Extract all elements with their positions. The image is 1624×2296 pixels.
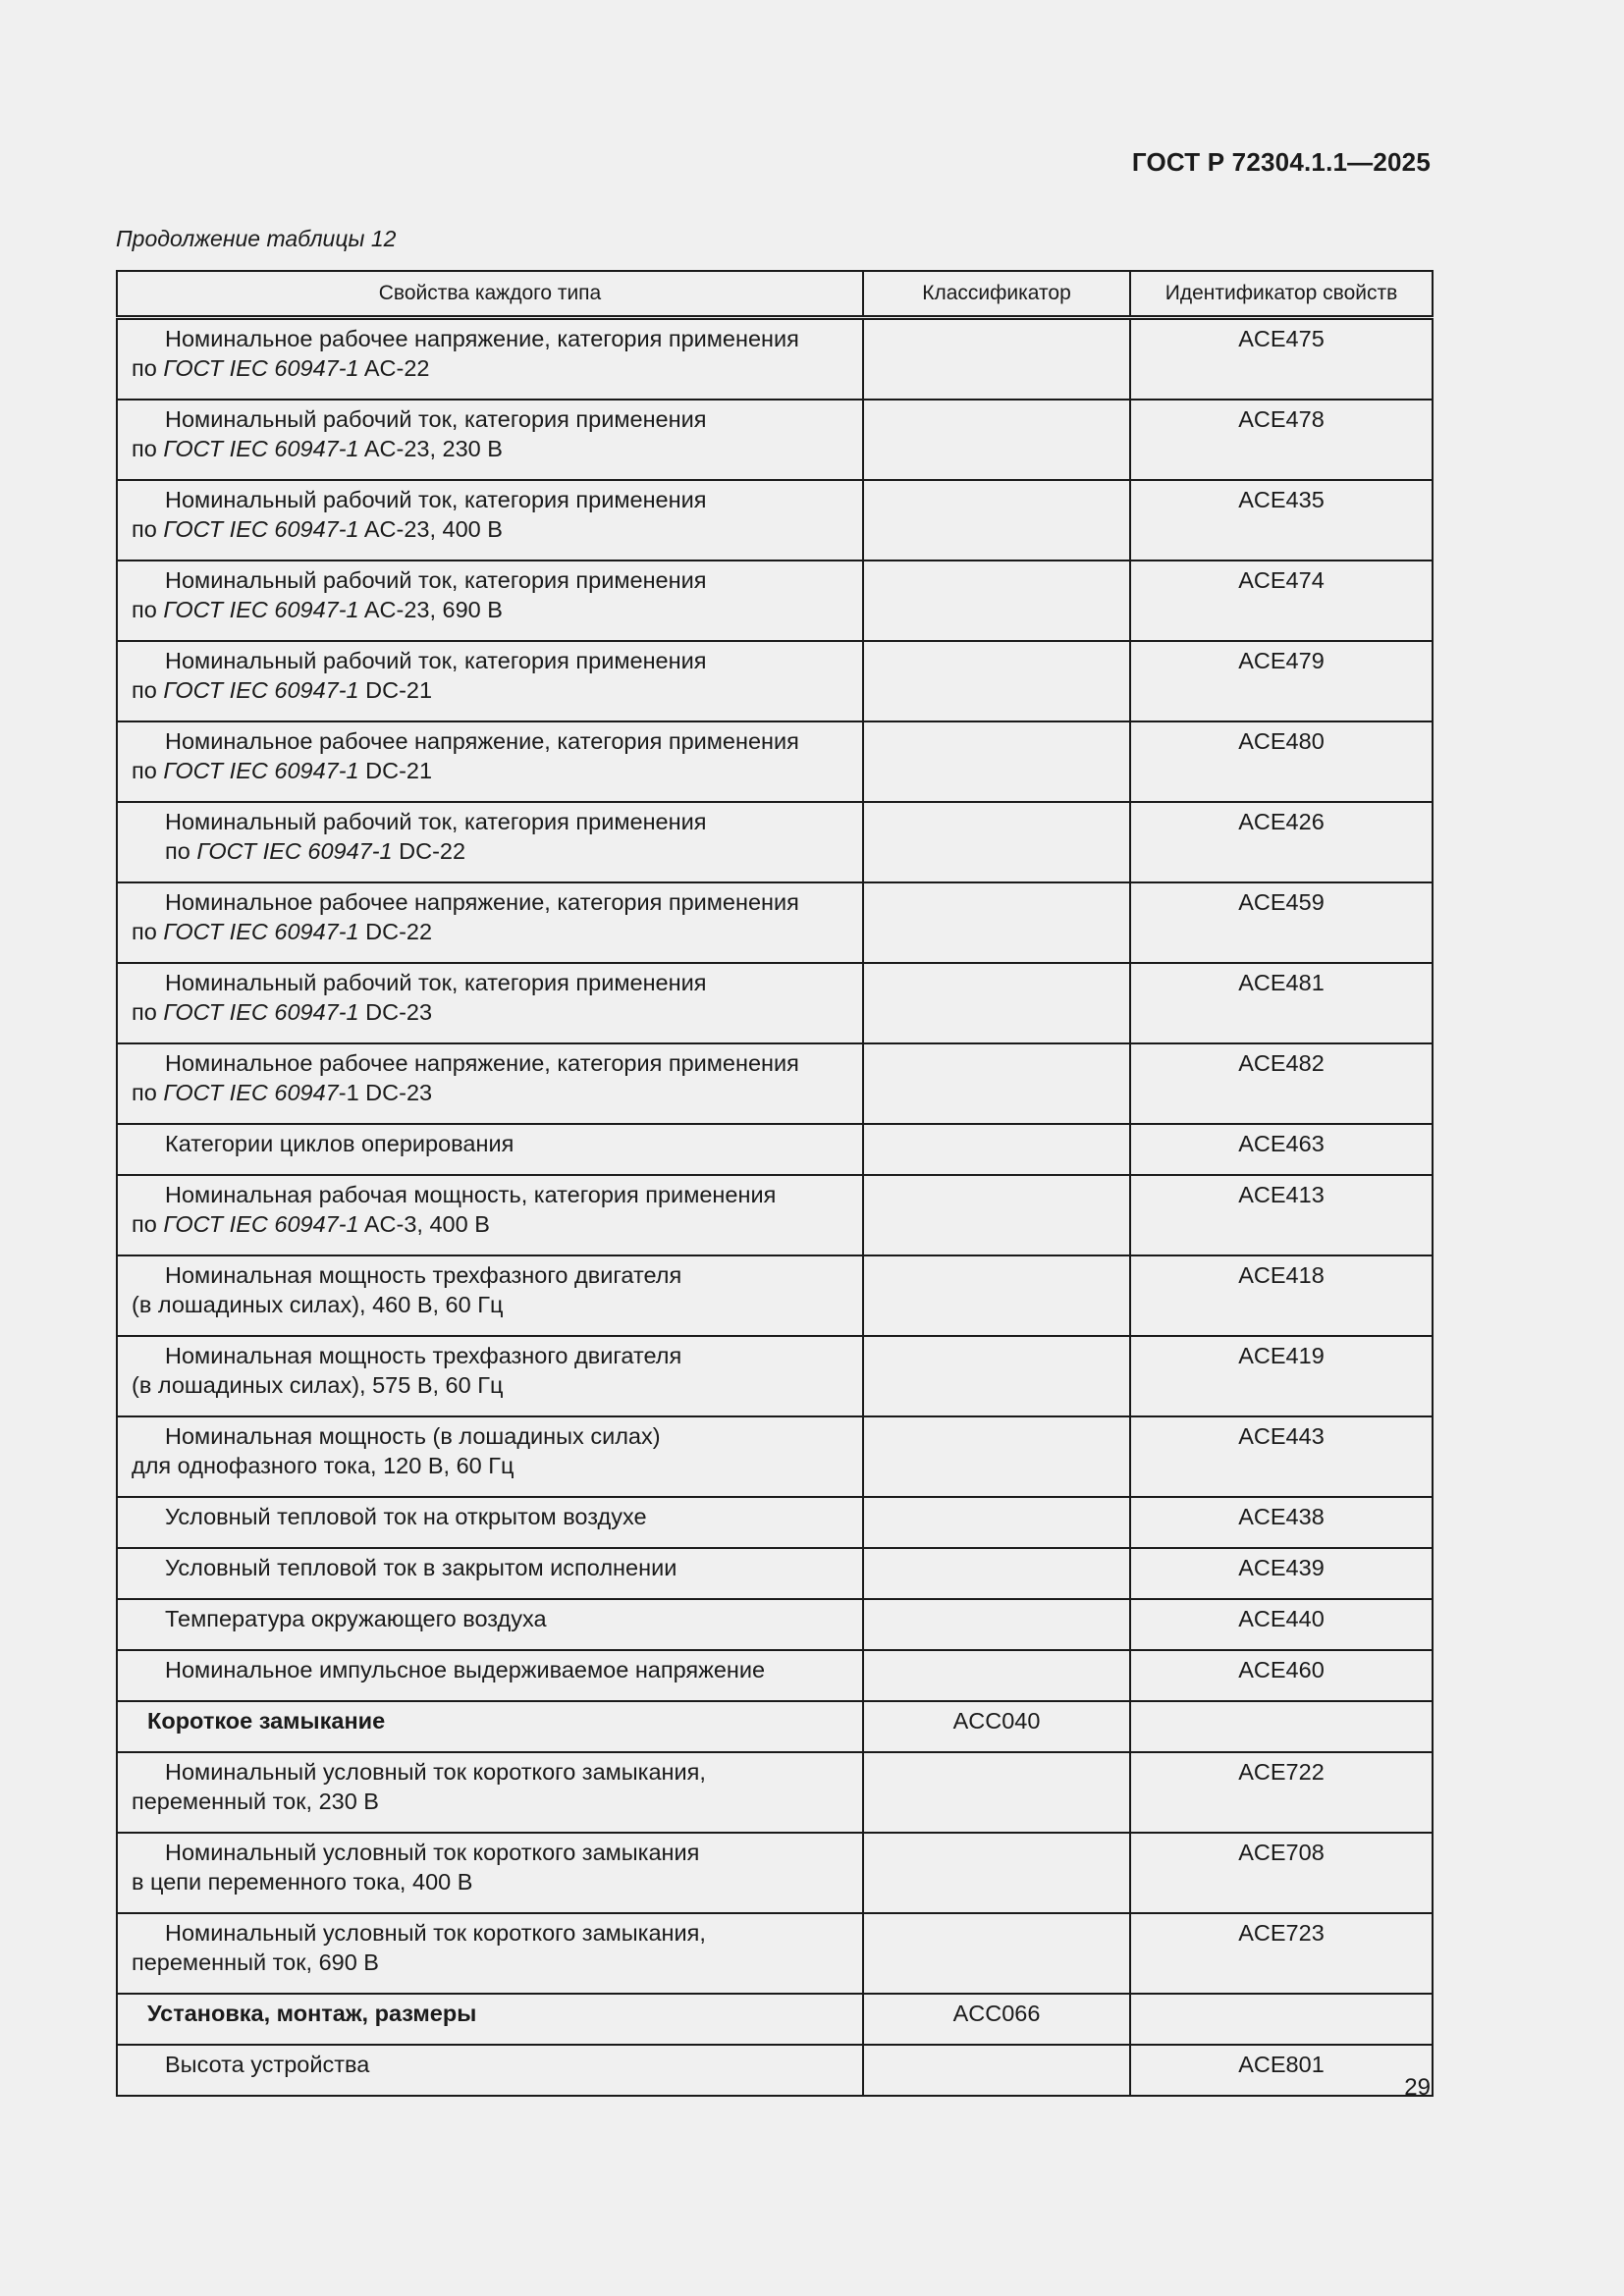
property-name-line1: Номинальная рабочая мощность, категория применения: [165, 1182, 777, 1207]
property-id-cell: ACE459: [1130, 882, 1433, 963]
property-name-cell: [117, 802, 863, 882]
property-name-cell: [117, 721, 863, 802]
property-name-line1: Температура окружающего воздуха: [165, 1606, 547, 1631]
table-header-row: [117, 271, 1433, 318]
document-code: ГОСТ Р 72304.1.1—2025: [1131, 147, 1431, 177]
property-id-cell: ACE418: [1130, 1255, 1433, 1336]
table-row: [117, 1255, 1433, 1336]
property-id-cell: ACE463: [1130, 1124, 1433, 1175]
property-name-line1: Номинальный условный ток короткого замыкания: [165, 1840, 700, 1865]
standard-reference: ГОСТ IEC 60947-1: [163, 999, 359, 1025]
property-name-line1: Условный тепловой ток на открытом воздухе: [165, 1504, 647, 1529]
table-row: [117, 1416, 1433, 1497]
property-name-line1: Номинальный рабочий ток, категория применения: [165, 648, 707, 673]
table-row: [117, 641, 1433, 721]
table-row: [117, 1599, 1433, 1650]
classifier-cell: [863, 1599, 1130, 1650]
property-id-cell: ACE801: [1130, 2045, 1433, 2096]
property-name-line2: по: [132, 597, 164, 622]
table-row: [117, 1175, 1433, 1255]
property-name-line1: Номинальное рабочее напряжение, категория применения: [165, 1050, 799, 1076]
property-name-cell: [117, 1701, 863, 1752]
table-row: [117, 400, 1433, 480]
property-name-line1: Номинальный рабочий ток, категория применения: [165, 567, 707, 593]
group-row: [117, 1994, 1433, 2045]
table-row: [117, 802, 1433, 882]
category-suffix: AC-22: [358, 355, 430, 381]
header-properties: Свойства каждого типа: [117, 271, 863, 318]
classifier-cell: [863, 721, 1130, 802]
property-id-cell: ACE722: [1130, 1752, 1433, 1833]
property-name-line2: (в лошадиных силах), 460 В, 60 Гц: [132, 1292, 504, 1317]
property-name-line2: по: [132, 999, 164, 1025]
property-id-cell: ACE443: [1130, 1416, 1433, 1497]
table-row: [117, 721, 1433, 802]
property-name-cell: [117, 561, 863, 641]
classifier-cell: [863, 561, 1130, 641]
classifier-cell: [863, 318, 1130, 400]
property-name-cell: [117, 1124, 863, 1175]
property-id-cell: ACE480: [1130, 721, 1433, 802]
property-name-line1: Номинальный условный ток короткого замыкания,: [165, 1920, 706, 1946]
property-name-line1: Номинальное рабочее напряжение, категория применения: [165, 326, 799, 351]
group-row: [117, 1701, 1433, 1752]
standard-reference: ГОСТ IEC 60947-1: [163, 1211, 359, 1237]
standard-reference: ГОСТ IEC 60947-1: [163, 516, 359, 542]
property-name-cell: [117, 480, 863, 561]
classifier-cell: [863, 1548, 1130, 1599]
property-name-line2: переменный ток, 230 В: [132, 1789, 379, 1814]
classifier-cell: [863, 1497, 1130, 1548]
standard-reference: ГОСТ IEC 60947-1: [163, 758, 359, 783]
property-name-line1: Номинальный рабочий ток, категория применения: [165, 487, 707, 512]
property-id-cell: [1130, 1701, 1433, 1752]
property-name-line2: для однофазного тока, 120 В, 60 Гц: [132, 1453, 514, 1478]
property-name-line2: по: [132, 919, 164, 944]
classifier-cell: [863, 1255, 1130, 1336]
property-id-cell: ACE439: [1130, 1548, 1433, 1599]
classifier-cell: [863, 882, 1130, 963]
table-row: [117, 963, 1433, 1043]
category-suffix: DC-21: [358, 758, 433, 783]
property-name-line2: по: [132, 758, 164, 783]
property-name-line2: по: [132, 516, 164, 542]
property-name-line1: Номинальный рабочий ток, категория применения: [165, 809, 707, 834]
property-id-cell: ACE481: [1130, 963, 1433, 1043]
property-name-line2: по: [132, 1211, 164, 1237]
category-suffix: AC-3, 400 В: [358, 1211, 490, 1237]
standard-reference: ГОСТ IEC 60947-1: [163, 597, 359, 622]
category-suffix: AC-23, 400 В: [358, 516, 503, 542]
table-row: [117, 1650, 1433, 1701]
property-id-cell: ACE723: [1130, 1913, 1433, 1994]
classifier-cell: [863, 1416, 1130, 1497]
standard-reference: ГОСТ IEC 60947-1: [196, 838, 393, 864]
property-name-line1: Номинальная мощность трехфазного двигателя: [165, 1262, 682, 1288]
classifier-cell: [863, 1833, 1130, 1913]
property-name-cell: [117, 1650, 863, 1701]
property-id-cell: ACE440: [1130, 1599, 1433, 1650]
category-suffix: -1 DC-23: [338, 1080, 433, 1105]
property-id-cell: ACE475: [1130, 318, 1433, 400]
property-name-cell: [117, 400, 863, 480]
property-id-cell: ACE708: [1130, 1833, 1433, 1913]
table-row: [117, 480, 1433, 561]
property-name-cell: [117, 1548, 863, 1599]
table-row: [117, 1913, 1433, 1994]
property-id-cell: ACE419: [1130, 1336, 1433, 1416]
property-id-cell: ACE478: [1130, 400, 1433, 480]
property-name-line1: Номинальный рабочий ток, категория применения: [165, 970, 707, 995]
header-property-id: Идентификатор свойств: [1130, 271, 1433, 318]
standard-reference: ГОСТ IEC 60947-1: [163, 436, 359, 461]
category-suffix: AC-23, 690 В: [358, 597, 503, 622]
table-row: [117, 318, 1433, 400]
property-name-cell: [117, 963, 863, 1043]
property-name-cell: [117, 1336, 863, 1416]
classifier-cell: [863, 400, 1130, 480]
property-name-cell: [117, 2045, 863, 2096]
property-name-line1: Номинальный рабочий ток, категория применения: [165, 406, 707, 432]
page-number: 29: [1404, 2074, 1431, 2101]
property-name-line1: Условный тепловой ток в закрытом исполнении: [165, 1555, 677, 1580]
property-name-line1: Номинальная мощность (в лошадиных силах): [165, 1423, 661, 1449]
property-name-line1: Номинальный условный ток короткого замыкания,: [165, 1759, 706, 1785]
property-name-cell: [117, 1043, 863, 1124]
table-row: [117, 1497, 1433, 1548]
property-name-cell: [117, 1497, 863, 1548]
property-name-cell: [117, 1833, 863, 1913]
group-title: Установка, монтаж, размеры: [147, 2001, 477, 2026]
group-title: Короткое замыкание: [147, 1708, 386, 1734]
property-name-cell: [117, 1175, 863, 1255]
table-row: [117, 882, 1433, 963]
property-name-line2: по: [132, 436, 164, 461]
classifier-cell: [863, 1913, 1130, 1994]
property-id-cell: [1130, 1994, 1433, 2045]
table-row: [117, 1752, 1433, 1833]
property-name-cell: [117, 641, 863, 721]
property-id-cell: ACE474: [1130, 561, 1433, 641]
property-id-cell: ACE435: [1130, 480, 1433, 561]
table-row: [117, 1336, 1433, 1416]
classifier-cell: ACC066: [863, 1994, 1130, 2045]
classifier-cell: [863, 1650, 1130, 1701]
category-suffix: DC-21: [358, 677, 433, 703]
property-name-line1: Высота устройства: [165, 2052, 370, 2077]
classifier-cell: [863, 1124, 1130, 1175]
property-id-cell: ACE426: [1130, 802, 1433, 882]
property-name-cell: [117, 1599, 863, 1650]
category-suffix: DC-23: [358, 999, 433, 1025]
category-suffix: AC-23, 230 В: [358, 436, 503, 461]
property-name-line2: (в лошадиных силах), 575 В, 60 Гц: [132, 1372, 504, 1398]
property-id-cell: ACE413: [1130, 1175, 1433, 1255]
property-id-cell: ACE482: [1130, 1043, 1433, 1124]
property-name-cell: [117, 1994, 863, 2045]
standard-reference: ГОСТ IEC 60947: [163, 1080, 339, 1105]
classifier-cell: [863, 802, 1130, 882]
property-name-line2: по: [165, 838, 197, 864]
table-row: [117, 1548, 1433, 1599]
classifier-cell: [863, 1043, 1130, 1124]
table-row: [117, 1043, 1433, 1124]
table-row: [117, 1124, 1433, 1175]
table-row: [117, 1833, 1433, 1913]
property-name-line2: по: [132, 677, 164, 703]
property-name-cell: [117, 1913, 863, 1994]
property-id-cell: ACE438: [1130, 1497, 1433, 1548]
property-name-cell: [117, 318, 863, 400]
table-row: [117, 561, 1433, 641]
standard-reference: ГОСТ IEC 60947-1: [163, 919, 359, 944]
properties-table: [116, 270, 1434, 2097]
property-name-line2: в цепи переменного тока, 400 В: [132, 1869, 473, 1895]
table-caption: Продолжение таблицы 12: [116, 226, 397, 251]
standard-reference: ГОСТ IEC 60947-1: [163, 677, 359, 703]
classifier-cell: [863, 1752, 1130, 1833]
classifier-cell: [863, 480, 1130, 561]
property-name-cell: [117, 1255, 863, 1336]
table-row: [117, 2045, 1433, 2096]
classifier-cell: [863, 2045, 1130, 2096]
standard-reference: ГОСТ IEC 60947-1: [163, 355, 359, 381]
classifier-cell: [863, 963, 1130, 1043]
classifier-cell: [863, 1336, 1130, 1416]
property-name-line1: Номинальное импульсное выдерживаемое напряжение: [165, 1657, 766, 1682]
property-name-cell: [117, 1416, 863, 1497]
classifier-cell: ACC040: [863, 1701, 1130, 1752]
property-id-cell: ACE460: [1130, 1650, 1433, 1701]
classifier-cell: [863, 1175, 1130, 1255]
property-name-line2: по: [132, 355, 164, 381]
property-name-cell: [117, 1752, 863, 1833]
property-id-cell: ACE479: [1130, 641, 1433, 721]
classifier-cell: [863, 641, 1130, 721]
property-name-line1: Категории циклов оперирования: [165, 1131, 514, 1156]
property-name-line2: переменный ток, 690 В: [132, 1949, 379, 1975]
property-name-cell: [117, 882, 863, 963]
property-name-line2: по: [132, 1080, 164, 1105]
property-name-line1: Номинальное рабочее напряжение, категория применения: [165, 889, 799, 915]
property-name-line1: Номинальная мощность трехфазного двигателя: [165, 1343, 682, 1368]
property-name-line1: Номинальное рабочее напряжение, категория применения: [165, 728, 799, 754]
header-classifier: Классификатор: [863, 271, 1130, 318]
category-suffix: DC-22: [392, 838, 466, 864]
category-suffix: DC-22: [358, 919, 433, 944]
